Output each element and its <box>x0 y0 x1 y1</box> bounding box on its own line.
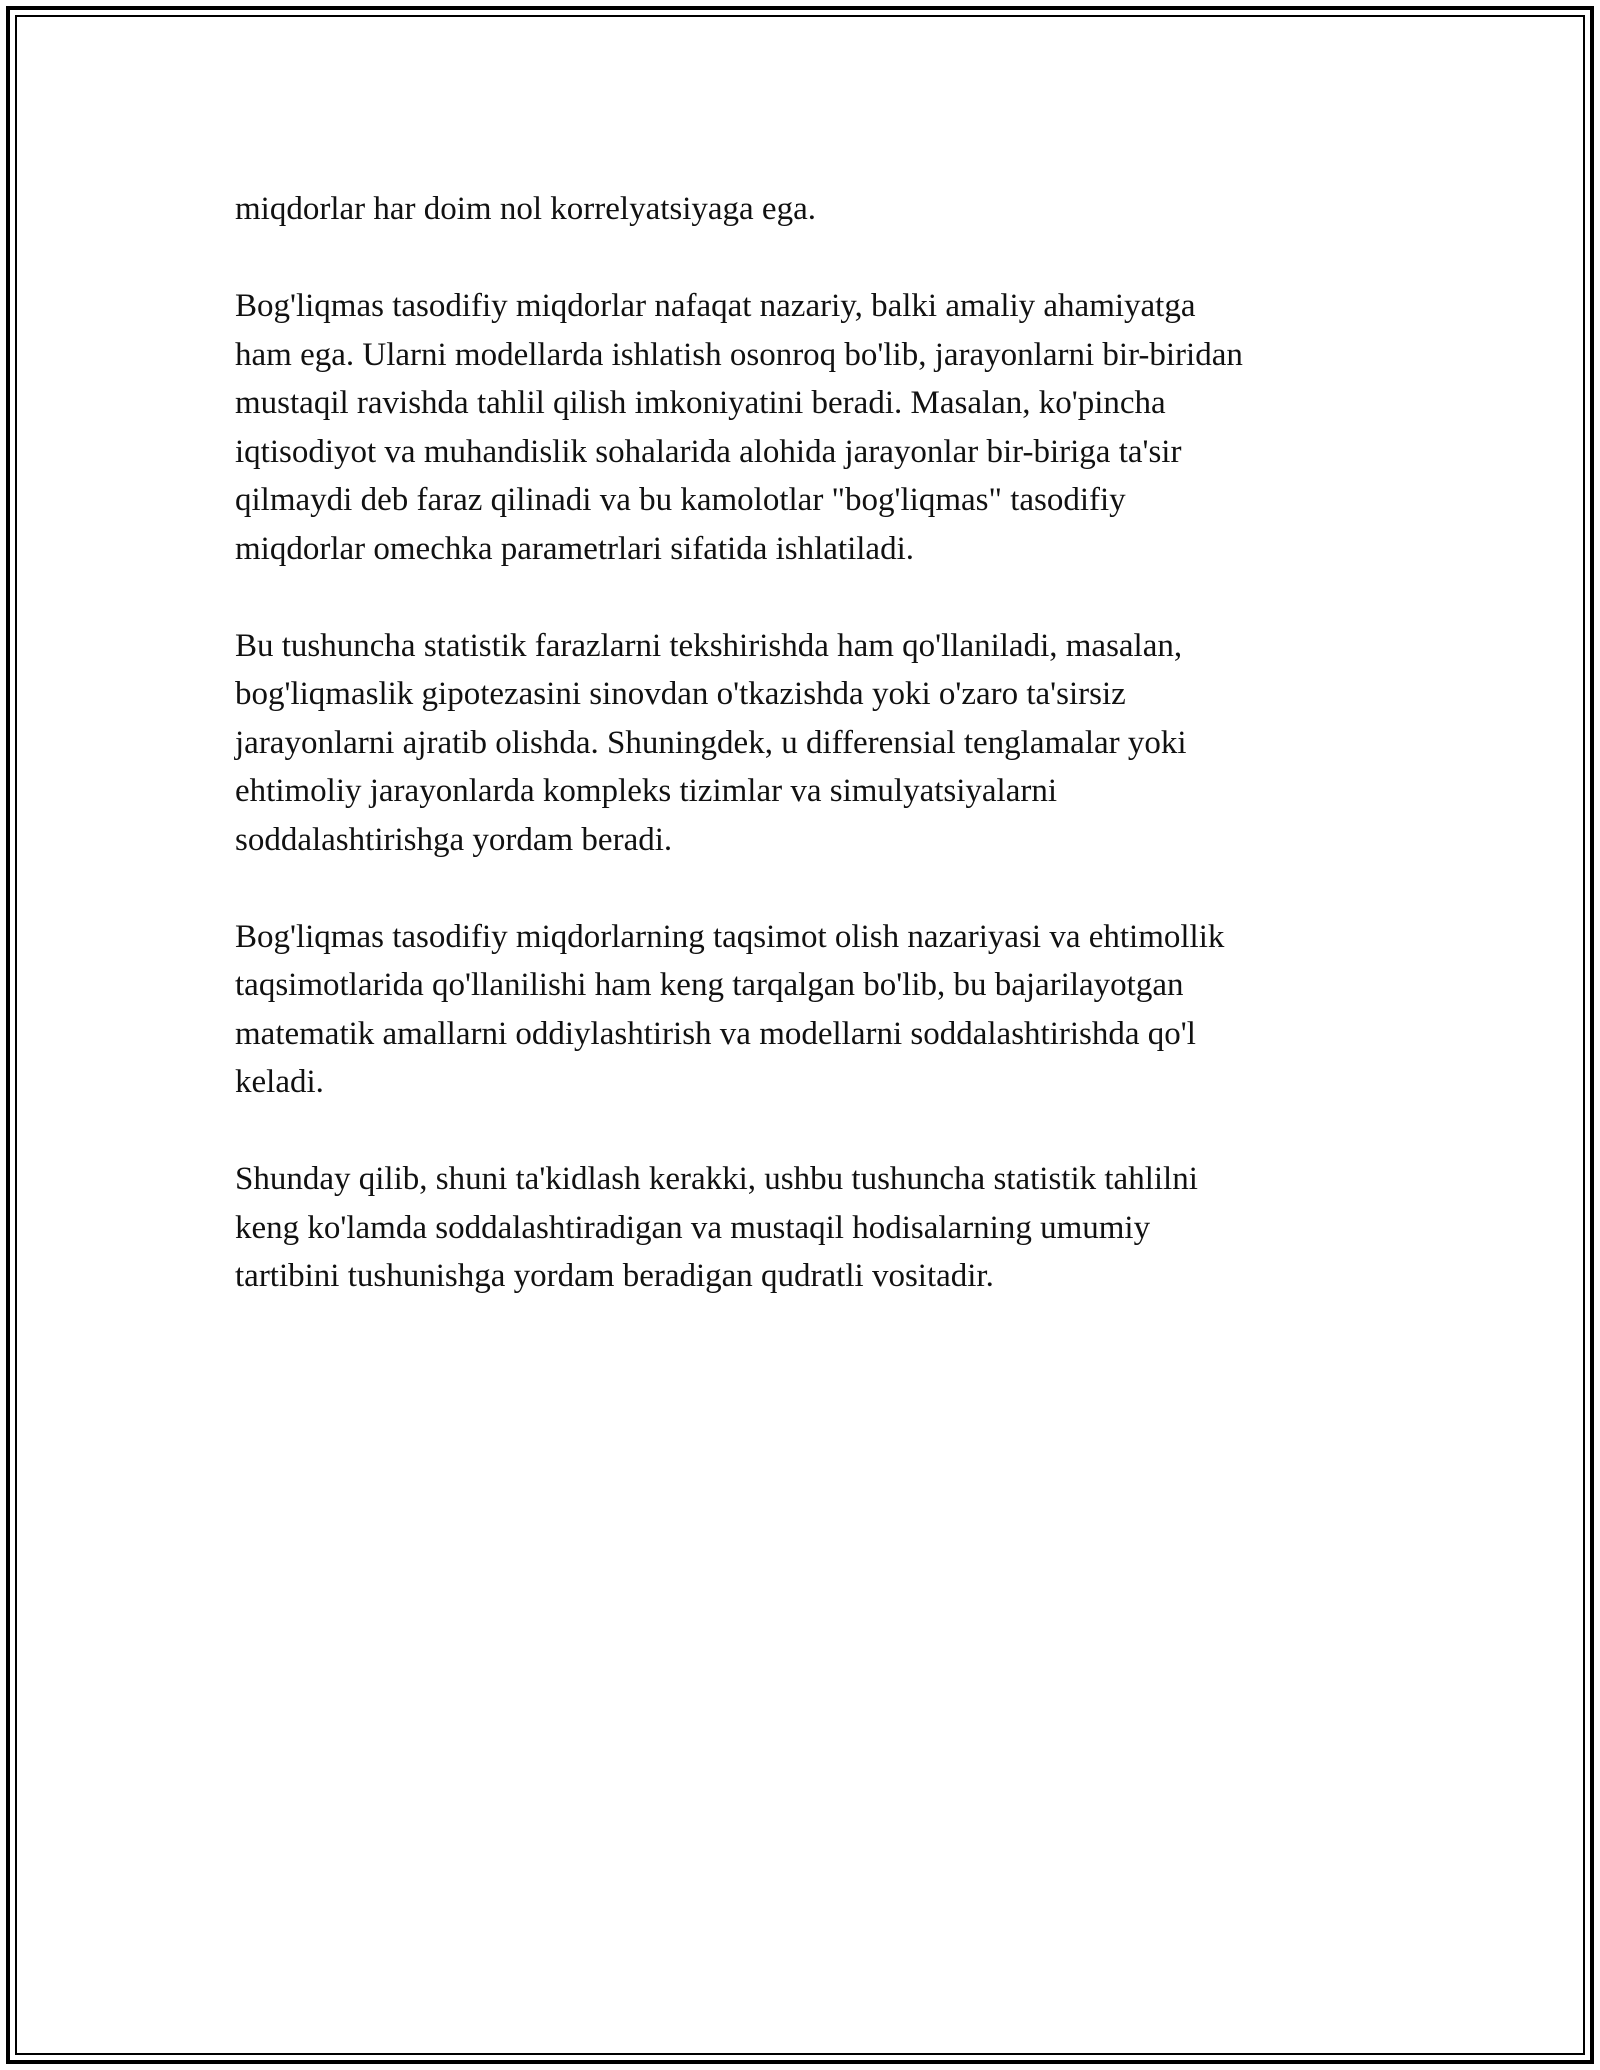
paragraph-3: Bu tushuncha statistik farazlarni tekshirishda ham qo'llaniladi, masalan, bog'liqmaslik gipotezasini sinovdan o'tkazishda yoki o'zaro ta'sirsiz jarayonlarni ajratib olishda. Shuningdek, u differensial tenglamalar yoki ehtimoliy jarayonlarda kompleks tizimlar va simulyatsiyalarni soddalashtirishga yordam beradi. <box>235 627 1187 858</box>
paragraph-1: miqdorlar har doim nol korrelyatsiyaga ega. <box>235 191 816 227</box>
paragraph-4: Bog'liqmas tasodifiy miqdorlarning taqsimot olish nazariyasi va ehtimollik taqsimotlarida qo'llanilishi ham keng tarqalgan bo'lib, bu bajarilayotgan matematik amallarni oddiylashtirish va modellarni soddalashtirishda qo'l keladi. <box>235 918 1225 1100</box>
document-body <box>235 185 1375 1349</box>
paragraph-5: Shunday qilib, shuni ta'kidlash kerakki, ushbu tushuncha statistik tahlilni keng ko'lamda soddalashtiradigan va mustaqil hodisalarning umumiy tartibini tushunishga yordam beradigan qudratli vositadir. <box>235 1161 1198 1294</box>
paragraph-2: Bog'liqmas tasodifiy miqdorlar nafaqat nazariy, balki amaliy ahamiyatga ham ega. Ularni modellarda ishlatish osonroq bo'lib, jarayonlarni bir-biridan mustaqil ravishda tahlil qilish imkoniyatini beradi. Masalan, ko'pincha iqtisodiyot va muhandislik sohalarida alohida jarayonlar bir-biriga ta'sir qilmaydi deb faraz qilinadi va bu kamolotlar "bog'liqmas" tasodifiy miqdorlar omechka parametrlari sifatida ishlatiladi. <box>235 288 1243 567</box>
